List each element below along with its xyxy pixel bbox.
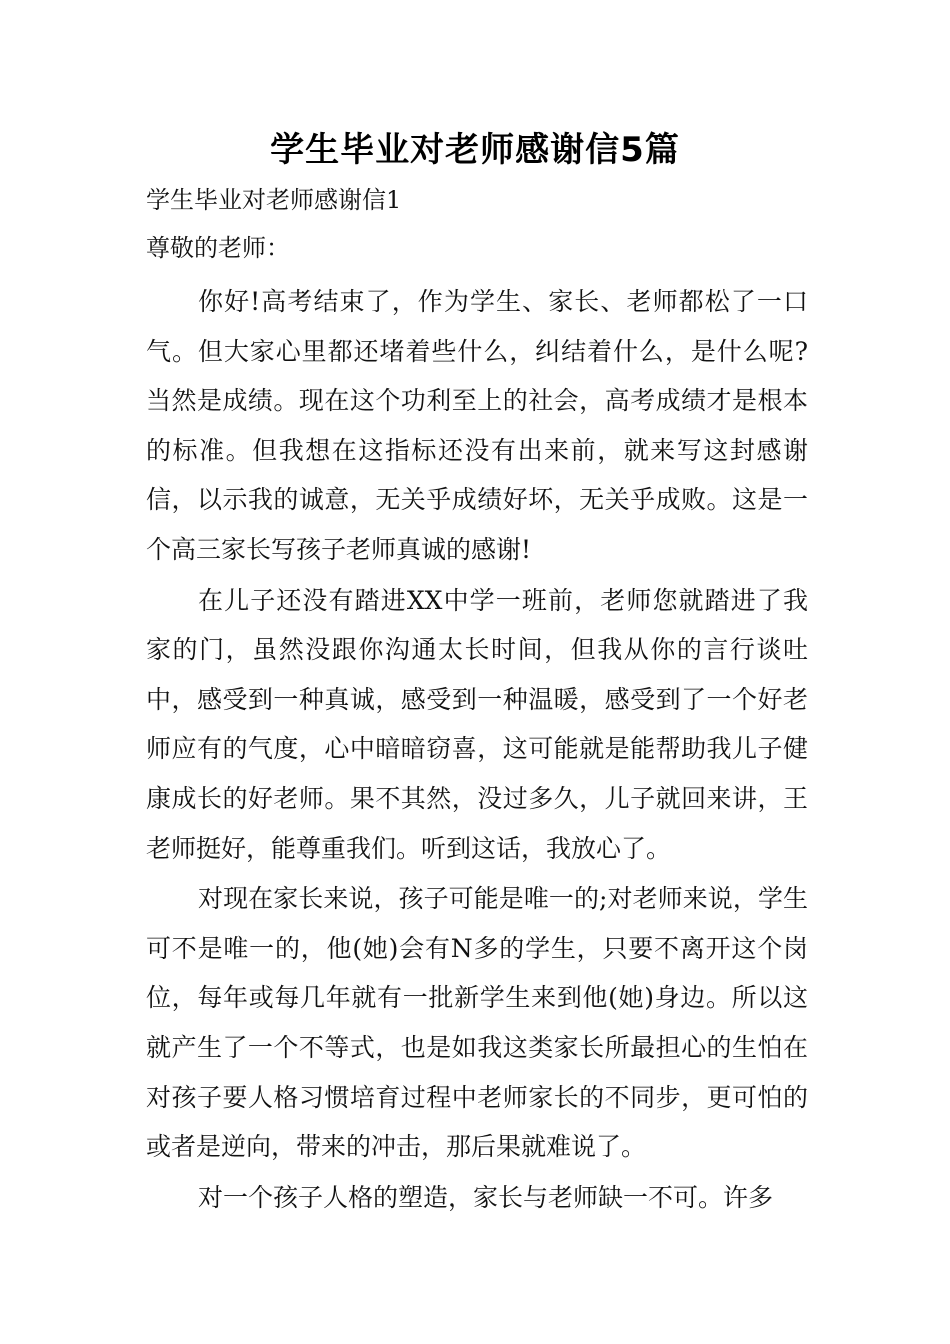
letter-body (146, 277, 808, 1223)
paragraph-3: 对现在家长来说，孩子可能是唯一的;对老师来说，学生可不是唯一的，他(她)会有N多的学生，只要不离开这个岗位，每年或每几年就有一批新学生来到他(她)身边。所以这就产生了一个不等式，也是如我这类家长所最担心的生怕在对孩子要人格习惯培育过程中老师家长的不同步，更可怕的或者是逆向，带来的冲击，那后果就难说了。 (146, 884, 808, 1162)
letter-salutation: 尊敬的老师： (146, 234, 290, 262)
letter-subtitle: 学生毕业对老师感谢信1 (146, 186, 402, 214)
paragraph-2: 在儿子还没有踏进XX中学一班前，老师您就踏进了我家的门，虽然没跟你沟通太长时间，但我从你的言行谈吐中，感受到一种真诚，感受到一种温暖，感受到了一个好老师应有的气度，心中暗暗窃喜，这可能就是能帮助我儿子健康成长的好老师。果不其然，没过多久，儿子就回来讲，王老师挺好，能尊重我们。听到这话，我放心了。 (146, 585, 808, 863)
paragraph-4: 对一个孩子人格的塑造，家长与老师缺一不可。许多 (198, 1182, 774, 1212)
document-title: 学生毕业对老师感谢信5篇 (270, 130, 680, 170)
paragraph-1: 你好!高考结束了，作为学生、家长、老师都松了一口气。但大家心里都还堵着些什么，纠结着什么，是什么呢?当然是成绩。现在这个功利至上的社会，高考成绩才是根本的标准。但我想在这指标还没有出来前，就来写这封感谢信，以示我的诚意，无关乎成绩好坏，无关乎成败。这是一个高三家长写孩子老师真诚的感谢! (146, 287, 808, 564)
